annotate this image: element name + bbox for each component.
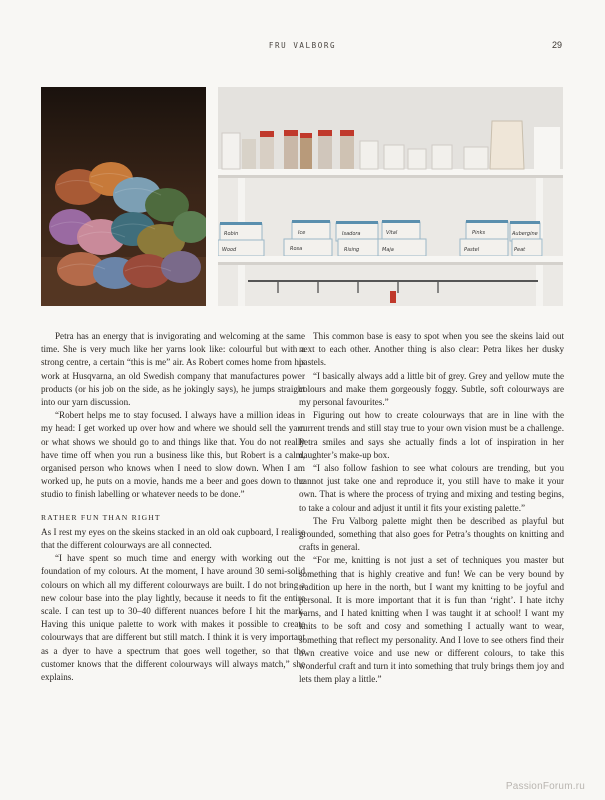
paragraph: As I rest my eyes on the skeins stacked in an old oak cupboard, I realise that the different colourways are all connected. bbox=[41, 526, 305, 551]
paragraph: “Robert helps me to stay focused. I always have a million ideas in my head: I get worked up over how and where we should sell the yarn or what shows we should go to and things like that. You do not really have time off when you run a business like this, but Robert is a calm, organised person who knows when I need to slow down. When I am worked up, he puts on a movie, hands me a beer and goes down to the studio to finish labelling or whatever needs to be done.” bbox=[41, 410, 305, 500]
shelf-box-label: Peat bbox=[514, 247, 526, 253]
dye-shelf-illustration bbox=[218, 87, 563, 306]
paragraph: “For me, knitting is not just a set of techniques you master but something that is highly creative and fun! We can be very bound by tradition up here in the north, but I want my knitting to be joyful and personal. It is more important that it is fun than ‘right’. I hate itchy yarns, and I hated knitting when I was taught it at school! I want my knits to be soft and cosy and something I actually want to wear, something that reflect my personality. And I love to see others find their own creative voice and use new or different colours, to take this wonderful craft and turn it into something that truly brings them joy and lets them play a little.” bbox=[299, 555, 564, 685]
shelf-box-label: Robin bbox=[224, 231, 239, 237]
shelf-box-label: Rosa bbox=[290, 246, 303, 252]
shelf-box-label: Isadora bbox=[342, 231, 361, 237]
shelf-box-label: Rising bbox=[344, 247, 360, 253]
paragraph: Petra has an energy that is invigorating and welcoming at the same time. She is very much like her yarns look like: colourful but with a strong centre, a certain “this is me” air. As Robert comes home from his work at Husqvarna, an old Swedish company that manufactures power products (or his job on the side, as he jokingly says), he jumps straight into our yarn discussion. bbox=[41, 331, 305, 408]
page-header bbox=[0, 41, 605, 55]
paragraph: Figuring out how to create colourways that are in line with the current trends and still stay true to your own vision must be a challenge. Petra smiles and says she actually finds a lot of inspiration in her daughter’s make-up box. bbox=[299, 410, 564, 460]
article-right-column bbox=[299, 330, 564, 686]
paragraph: “I also follow fashion to see what colours are trending, but you cannot just take one and reproduce it, you still have to make it your own. That is where the process of trying and mixing and testing begins, to take a colour and adjust it until it fits your existing palette.” bbox=[299, 463, 564, 513]
shelf-box-label: Pastel bbox=[464, 247, 480, 253]
shelf-box-label: Wood bbox=[222, 247, 237, 253]
paragraph: The Fru Valborg palette might then be described as playful but grounded, something that also goes for Petra’s thoughts on knitting and crafts in general. bbox=[299, 515, 564, 553]
section-subheading: RATHER FUN THAN RIGHT bbox=[41, 512, 161, 522]
article-left-column bbox=[41, 330, 305, 684]
shelf-box-label: Vital bbox=[386, 230, 398, 236]
shelf-box-label: Pinks bbox=[472, 230, 486, 236]
paragraph: “I basically always add a little bit of grey. Grey and yellow mute the colours and make them gorgeously foggy. Subtle, soft colourways are my personal favourites.” bbox=[299, 370, 564, 408]
paragraph: “I have spent so much time and energy with working out the foundation of my colours. At the moment, I have around 30 semi-solid colours on which all my different colourways are built. I do not bring a new colour base into the play lightly, because it needs to fit the entire scale. I can test up to 30–40 different nuances before I hit the mark. Having this unique palette to work with makes it possible to create colourways that are different but still match. I think it is very important as a dyer to have a spectrum that goes well together, so that the customer knows that the different colourways will always match,” she explains. bbox=[41, 553, 305, 683]
shelf-jars-photo bbox=[218, 87, 563, 306]
running-title: FRU VALBORG bbox=[268, 41, 337, 50]
paragraph: This common base is easy to spot when you see the skeins laid out next to each other. Another thing is also clear: Petra likes her dusky pastels. bbox=[299, 331, 564, 368]
page-number: 29 bbox=[551, 40, 562, 50]
yarn-skeins-photo bbox=[41, 87, 206, 306]
shelf-box-label: Aubergine bbox=[512, 231, 538, 237]
yarn-skeins-illustration bbox=[41, 87, 206, 306]
watermark: PassionForum.ru bbox=[505, 781, 585, 792]
shelf-box-label: Ice bbox=[298, 230, 306, 236]
shelf-box-label: Maja bbox=[382, 247, 394, 253]
